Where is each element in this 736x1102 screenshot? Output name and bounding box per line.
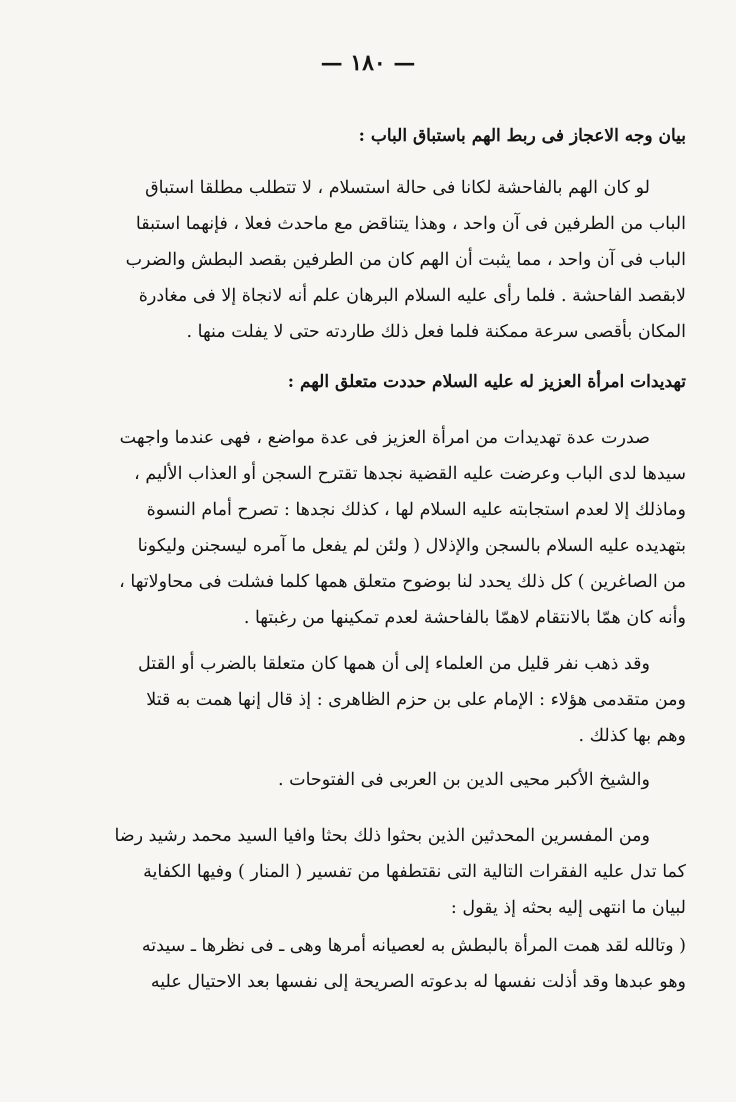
text-line: والشيخ الأكبر محيى الدين بن العربى فى الفتوحات . (277, 770, 650, 790)
section-heading-1 (56, 118, 686, 154)
text-line: وهم بها كذلك . (578, 726, 686, 746)
text-line: وأنه كان همّا بالانتقام لاهمّا بالفاحشة لعدم تمكينها من رغبتها . (243, 608, 686, 628)
text-line: لابقصد الفاحشة . فلما رأى عليه السلام البرهان علم أنه لانجاة إلا فى مغادرة (138, 286, 686, 306)
paragraph-6-quote (56, 928, 686, 1000)
heading-line: تهديدات امرأة العزيز له عليه السلام حددت متعلق الهم : (287, 372, 686, 392)
text-line: الباب من الطرفين فى آن واحد ، وهذا يتناقض مع ماحدث فعلا ، فإنهما استبقا (135, 214, 686, 234)
text-line: لبيان ما انتهى إليه بحثه إذ يقول : (450, 898, 686, 918)
text-line: كما تدل عليه الفقرات التالية التى نقتطفها من تفسير ( المنار ) وفيها الكفاية (143, 862, 686, 882)
text-line: سيدها لدى الباب وعرضت عليه القضية نجدها تقترح السجن أو العذاب الأليم ، (134, 464, 686, 484)
heading-line: بيان وجه الاعجاز فى ربط الهم باستباق الباب : (358, 126, 686, 146)
page-number: — ١٨٠ — (320, 50, 416, 76)
section-heading-2 (56, 364, 686, 400)
text-line: الباب فى آن واحد ، مما يثبت أن الهم كان من الطرفين بقصد البطش والضرب (125, 250, 686, 270)
text-line: وهو عبدها وقد أذلت نفسها له بدعوته الصريحة إلى نفسها بعد الاحتيال عليه (150, 972, 686, 992)
paragraph-2 (56, 420, 686, 636)
paragraph-4 (56, 762, 686, 798)
paragraph-5 (56, 818, 686, 926)
paragraph-3 (56, 646, 686, 754)
text-line: صدرت عدة تهديدات من امرأة العزيز فى عدة مواضع ، فهى عندما واجهت (119, 428, 650, 448)
text-line: وماذلك إلا لعدم استجابته عليه السلام لها ، كذلك نجدها : تصرح أمام النسوة (146, 500, 686, 520)
paragraph-1 (56, 170, 686, 350)
text-line: ومن المفسرين المحدثين الذين بحثوا ذلك بحثا وافيا السيد محمد رشيد رضا (114, 826, 650, 846)
text-line: بتهديده عليه السلام بالسجن والإذلال ( ولئن لم يفعل ما آمره ليسجنن وليكونا (137, 536, 686, 556)
text-line: من الصاغرين ) كل ذلك يحدد لنا بوضوح متعلق همها كلما فشلت فى محاولاتها ، (119, 572, 686, 592)
text-line: المكان بأقصى سرعة ممكنة فلما فعل ذلك طاردته حتى لا يفلت منها . (186, 322, 686, 342)
text-line: وقد ذهب نفر قليل من العلماء إلى أن همها كان متعلقا بالضرب أو القتل (138, 654, 650, 674)
text-line: ( وتالله لقد همت المرأة بالبطش به لعصيانه أمرها وهى ـ فى نظرها ـ سيدته (141, 936, 686, 956)
text-line: ومن متقدمى هؤلاء : الإمام على بن حزم الظاهرى : إذ قال إنها همت به قتلا (146, 690, 686, 710)
text-line: لو كان الهم بالفاحشة لكانا فى حالة استسلام ، لا تتطلب مطلقا استباق (145, 178, 650, 198)
